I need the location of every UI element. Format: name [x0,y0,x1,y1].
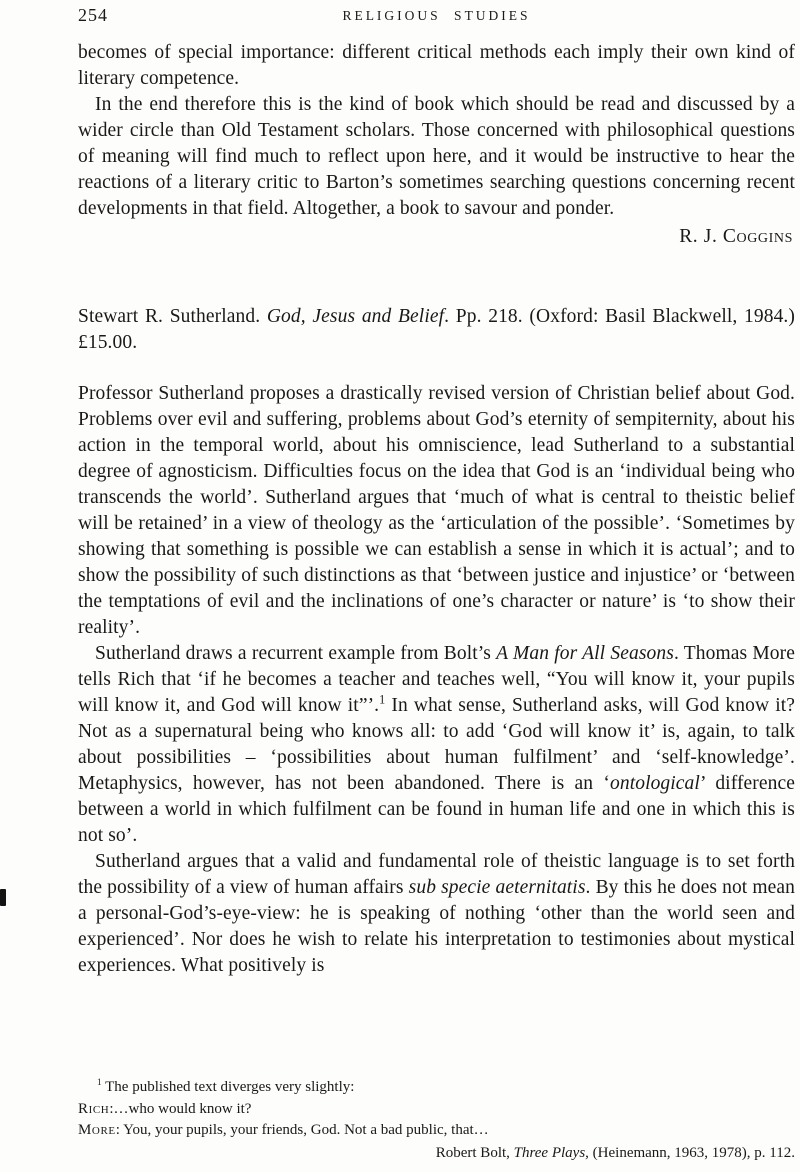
review-author: Stewart R. Sutherland. [78,306,267,327]
page-number: 254 [78,5,108,25]
review-paragraph-2 [78,641,795,849]
attribution-author: Robert Bolt, [435,1144,514,1161]
footnote-reference: 1 [379,692,386,707]
emphasized-term: ontological [610,773,700,794]
play-title: A Man for All Seasons [496,643,674,664]
review-book-title: God, Jesus and Belief [266,306,445,327]
reviewer-name: R. J. Coggins [679,226,793,247]
review-heading [78,304,795,356]
footnote-attribution [78,1143,795,1165]
attribution-book-title: Three Plays [513,1144,586,1161]
attribution-rest: , (Heinemann, 1963, 1978), p. 112. [585,1144,795,1161]
paragraph-2-text: Sutherland draws a recurrent example from Bolt’s [95,643,497,664]
footnote-note [78,1077,795,1099]
review-publication-info: . Pp. 218. (Oxford: Basil Blackwell, 1984.) £15.00. [78,306,795,353]
more-speaker-label: More [78,1122,116,1138]
paragraph-2-text: ’ difference between a world in which fulfilment can be found in human life and one in which this is not so’. [78,773,795,846]
rich-speaker-text: :…who would know it? [109,1100,252,1117]
previous-review-closing-paragraph: In the end therefore this is the kind of book which should be read and discussed by a wider circle than Old Testament scholars. Those concerned with philosophical questions of meaning will find much to reflect upon here, and it would be instructive to hear the reactions of a literary critic to Barton’s sometimes searching questions concerning recent developments in that field. Altogether, a book to savour and ponder. [78,94,795,219]
footnote-rich-line [78,1099,795,1121]
page-body [78,40,795,979]
footnote-marker: 1 [97,1078,102,1088]
review-paragraph-3 [78,849,795,979]
journal-title: RELIGIOUS STUDIES [342,8,531,23]
paragraph-3-text: Sutherland argues that a valid and fundamental role of theistic language is to set forth the possibility of a view of human affairs [78,851,795,898]
paragraph-2-text: . Thomas More tells Rich that ‘if he becomes a teacher and teaches well, “You will know it, your pupils will know it, and God will know it”’. [78,643,796,716]
more-speaker-text: : You, your pupils, your friends, God. Not a bad public, that… [115,1122,489,1138]
previous-review-paragraph-end: becomes of special importance: different critical methods each imply their own kind of literary competence. [78,42,795,89]
scan-artifact-mark [0,889,6,906]
reviewer-signature [78,224,795,250]
page-header [78,5,795,29]
paragraph-2-text: In what sense, Sutherland asks, will God know it? Not as a supernatural being who knows all: to add ‘God will know it’ is, again, to talk about possibilities – ‘possibilities about human fulfilment’ and ‘self-knowledge’. Metaphysics, however, has not been abandoned. There is an ‘ [78,695,795,794]
footnote-text: The published text diverges very slightly: [101,1079,355,1095]
paragraph-3-text: . By this he does not mean a personal-God’s-eye-view: he is speaking of nothing ‘other than the world seen and experienced’. Nor does he wish to relate his interpretation to testimonies about mystical experiences. What positively is [78,877,796,976]
footnote-more-line [78,1120,795,1142]
review-paragraph-1: Professor Sutherland proposes a drastically revised version of Christian belief about God. Problems over evil and suffering, problems about God’s eternity of sempiternity, about his action in the temporal world, about his omniscience, lead Sutherland to a substantial degree of agnosticism. Difficulties focus on the idea that God is an ‘individual being who transcends the world’. Sutherland argues that ‘much of what is central to theistic belief will be retained’ in a view of theology as the ‘articulation of the possible’. ‘Sometimes by showing that something is possible we can establish a sense in which it is actual’; and to show the possibility of such distinctions as that ‘between justice and injustice’ or ‘between the temptations of evil and the inclinations of one’s character or nature’ is ‘to show their reality’. [78,383,795,638]
rich-speaker-label: Rich [78,1100,110,1117]
latin-phrase: sub specie aeternitatis [408,877,586,898]
footnotes-section [78,1077,795,1164]
